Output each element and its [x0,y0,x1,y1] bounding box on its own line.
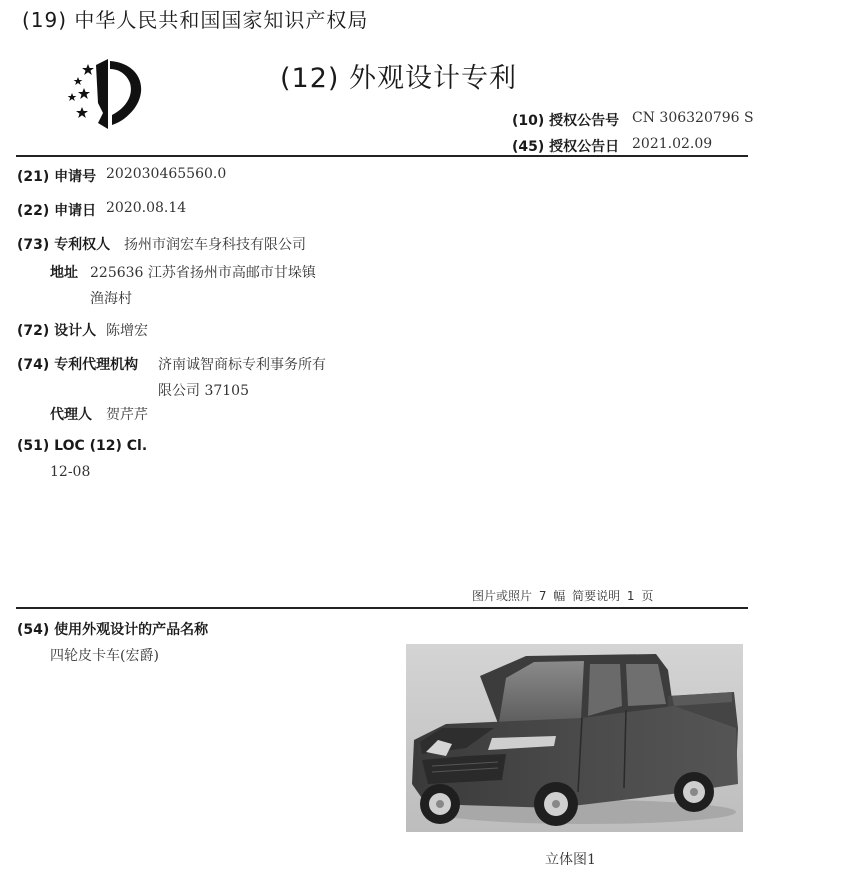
publication-number: CN 306320796 S [632,110,754,126]
document-type-title: (12) 外观设计专利 [280,63,518,94]
agency-label: (74) 专利代理机构 [17,357,139,373]
filing-date: 2020.08.14 [106,200,187,216]
agency-line-1: 济南诚智商标专利事务所有 [158,357,326,373]
patentee: 扬州市润宏车身科技有限公司 [124,237,306,253]
product-name: 四轮皮卡车(宏爵) [50,648,159,664]
patentee-label: (73) 专利权人 [17,237,111,253]
address-line-2: 渔海村 [90,291,132,307]
page-count-info: 图片或照片 7 幅 简要说明 1 页 [472,589,654,603]
publication-number-label: (10) 授权公告号 [512,113,620,129]
cnipa-logo [58,55,154,133]
publication-date-label: (45) 授权公告日 [512,139,620,155]
pickup-truck-illustration [406,644,743,832]
application-number: 202030465560.0 [106,166,227,182]
issuing-office: (19) 中华人民共和国国家知识产权局 [22,8,369,32]
designer-label: (72) 设计人 [17,323,97,339]
design-figure-photo [406,644,743,832]
figure-caption: 立体图1 [545,852,596,868]
section-divider [16,607,748,609]
product-title-label: (54) 使用外观设计的产品名称 [17,622,209,638]
header-divider [16,155,748,157]
application-number-label: (21) 申请号 [17,169,97,185]
loc-classification-label: (51) LOC (12) Cl. [17,438,148,454]
filing-date-label: (22) 申请日 [17,203,97,219]
address-label: 地址 [50,265,78,281]
designer: 陈增宏 [106,323,148,339]
address-line-1: 225636 江苏省扬州市高邮市甘垛镇 [90,265,316,281]
loc-classification: 12-08 [50,464,91,480]
agency-line-2: 限公司 37105 [158,383,249,399]
agent-label: 代理人 [50,407,92,423]
agent: 贺芹芹 [106,407,148,423]
publication-date: 2021.02.09 [632,136,713,152]
